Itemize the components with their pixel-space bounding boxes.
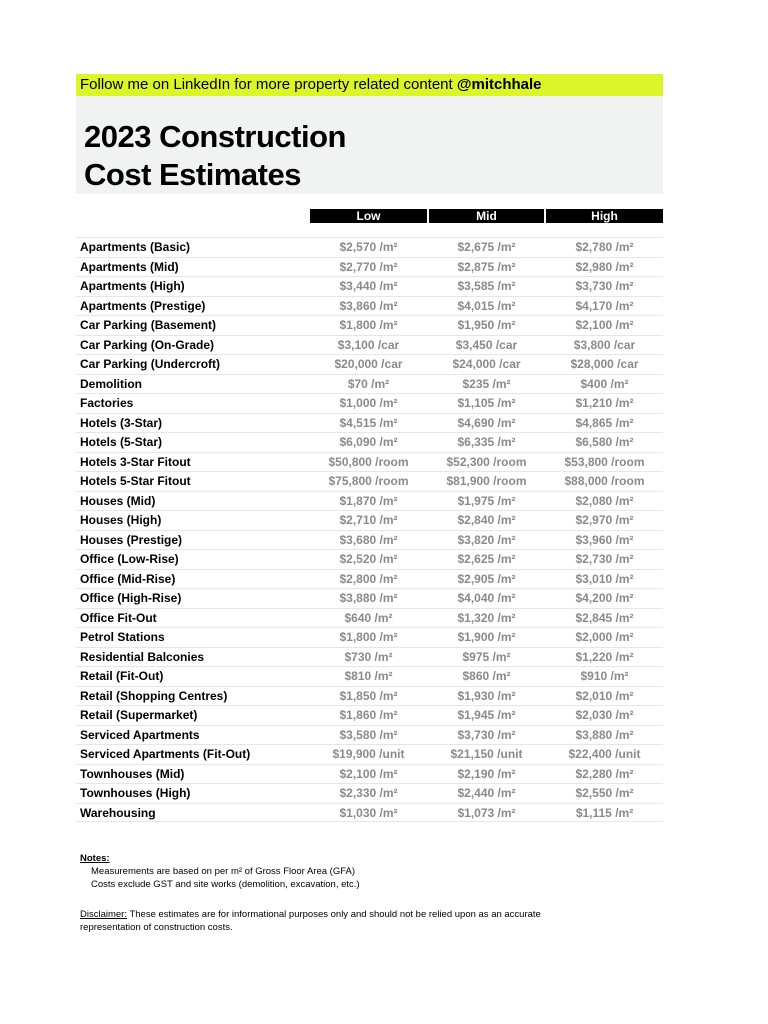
high-cost: $3,010 /m² xyxy=(575,571,634,586)
high-cost: $910 /m² xyxy=(580,669,629,683)
table-row xyxy=(76,257,663,277)
low-cost: $75,800 /room xyxy=(328,474,409,488)
high-cost: $2,550 /m² xyxy=(575,786,634,800)
high-cost: $1,210 /m² xyxy=(575,396,634,410)
banner-text: Follow me on LinkedIn for more property related content xyxy=(80,76,457,93)
low-cost: $6,090 /m² xyxy=(339,435,398,449)
table-row xyxy=(76,744,663,764)
high-cost: $2,010 /m² xyxy=(575,688,634,703)
low-cost: $2,800 /m² xyxy=(339,571,398,586)
high-cost: $2,030 /m² xyxy=(575,708,634,722)
disclaimer xyxy=(80,908,600,934)
table-row xyxy=(76,725,663,745)
low-cost: $70 /m² xyxy=(347,376,390,391)
row-name: Office (Low-Rise) xyxy=(80,552,179,566)
high-cost: $3,800 /car xyxy=(573,337,636,352)
table-row xyxy=(76,588,663,608)
mid-cost: $1,930 /m² xyxy=(457,688,516,703)
row-name: Car Parking (Basement) xyxy=(80,318,217,332)
row-name: Hotels 3-Star Fitout xyxy=(80,454,191,469)
low-cost: $1,800 /m² xyxy=(339,630,398,644)
mid-cost: $1,945 /m² xyxy=(457,708,516,722)
mid-cost: $3,820 /m² xyxy=(457,532,516,547)
table-row xyxy=(76,354,663,374)
table-row xyxy=(76,315,663,335)
cost-table xyxy=(76,237,663,822)
low-cost: $50,800 /room xyxy=(328,454,409,469)
low-cost: $1,860 /m² xyxy=(339,708,398,722)
row-name: Retail (Shopping Centres) xyxy=(80,688,228,703)
mid-cost: $860 /m² xyxy=(462,669,511,683)
low-cost: $4,515 /m² xyxy=(339,415,398,430)
table-row xyxy=(76,432,663,452)
mid-cost: $21,150 /unit xyxy=(450,747,523,761)
mid-cost: $52,300 /room xyxy=(446,454,527,469)
table-row xyxy=(76,530,663,550)
high-cost: $2,780 /m² xyxy=(575,240,634,254)
low-cost: $3,100 /car xyxy=(337,337,400,352)
row-name: Car Parking (Undercroft) xyxy=(80,357,221,371)
mid-cost: $1,105 /m² xyxy=(457,396,516,410)
table-row xyxy=(76,374,663,394)
low-cost: $20,000 /car xyxy=(334,357,403,371)
low-cost: $810 /m² xyxy=(344,669,393,683)
low-cost: $2,570 /m² xyxy=(339,240,398,254)
high-cost: $2,980 /m² xyxy=(575,259,634,274)
low-cost: $3,680 /m² xyxy=(339,532,398,547)
high-cost: $4,200 /m² xyxy=(575,591,634,605)
low-cost: $1,030 /m² xyxy=(339,805,398,820)
table-row xyxy=(76,647,663,667)
table-row xyxy=(76,452,663,472)
low-cost: $1,000 /m² xyxy=(339,396,398,410)
disclaimer-text: These estimates are for informational purposes only and should not be relied upon as an accurate representation of construction costs. xyxy=(80,909,541,933)
banner-handle[interactable]: @mitchhale xyxy=(456,76,542,93)
high-cost: $1,115 /m² xyxy=(575,805,634,820)
row-name: Houses (Prestige) xyxy=(80,532,183,547)
low-cost: $640 /m² xyxy=(344,610,393,625)
mid-cost: $4,040 /m² xyxy=(457,591,516,605)
note-line: Costs exclude GST and site works (demolition, excavation, etc.) xyxy=(91,879,360,890)
low-cost: $2,710 /m² xyxy=(339,513,398,527)
high-cost: $28,000 /car xyxy=(570,357,639,371)
table-row xyxy=(76,393,663,413)
linkedin-banner xyxy=(76,74,663,96)
low-cost: $1,800 /m² xyxy=(339,318,398,332)
table-row xyxy=(76,627,663,647)
row-name: Car Parking (On-Grade) xyxy=(80,337,215,352)
high-cost: $4,170 /m² xyxy=(575,298,634,313)
mid-cost: $2,840 /m² xyxy=(457,513,516,527)
column-header-low: Low xyxy=(310,209,427,223)
row-name: Houses (Mid) xyxy=(80,493,156,508)
table-row xyxy=(76,296,663,316)
row-name: Factories xyxy=(80,396,134,410)
row-name: Townhouses (High) xyxy=(80,786,191,800)
mid-cost: $4,690 /m² xyxy=(457,415,516,430)
table-row xyxy=(76,608,663,628)
mid-cost: $2,190 /m² xyxy=(457,766,516,781)
table-row xyxy=(76,783,663,803)
row-name: Hotels (5-Star) xyxy=(80,435,163,449)
high-cost: $2,100 /m² xyxy=(575,318,634,332)
row-name: Petrol Stations xyxy=(80,630,165,644)
mid-cost: $1,073 /m² xyxy=(457,805,516,820)
high-cost: $1,220 /m² xyxy=(575,649,634,664)
table-row xyxy=(76,666,663,686)
notes-section xyxy=(80,852,360,891)
row-name: Townhouses (Mid) xyxy=(80,766,185,781)
table-row xyxy=(76,335,663,355)
table-row xyxy=(76,413,663,433)
mid-cost: $2,875 /m² xyxy=(457,259,516,274)
table-row xyxy=(76,471,663,491)
mid-cost: $24,000 /car xyxy=(452,357,521,371)
page-title xyxy=(84,118,346,194)
row-name: Apartments (Mid) xyxy=(80,259,179,274)
table-row xyxy=(76,686,663,706)
row-name: Residential Balconies xyxy=(80,649,205,664)
mid-cost: $4,015 /m² xyxy=(457,298,516,313)
low-cost: $2,520 /m² xyxy=(339,552,398,566)
title-line-2: Cost Estimates xyxy=(84,157,301,192)
table-row xyxy=(76,549,663,569)
high-cost: $2,730 /m² xyxy=(575,552,634,566)
row-name: Hotels 5-Star Fitout xyxy=(80,474,191,488)
disclaimer-label: Disclaimer: xyxy=(80,909,127,920)
mid-cost: $1,975 /m² xyxy=(457,493,516,508)
row-name: Houses (High) xyxy=(80,513,162,527)
high-cost: $6,580 /m² xyxy=(575,435,634,449)
low-cost: $2,770 /m² xyxy=(339,259,398,274)
row-name: Warehousing xyxy=(80,805,156,820)
low-cost: $19,900 /unit xyxy=(332,747,405,761)
low-cost: $1,850 /m² xyxy=(339,688,398,703)
table-row xyxy=(76,276,663,296)
high-cost: $3,960 /m² xyxy=(575,532,634,547)
row-name: Apartments (High) xyxy=(80,279,185,293)
high-cost: $2,970 /m² xyxy=(575,513,634,527)
low-cost: $3,580 /m² xyxy=(339,727,398,742)
low-cost: $1,870 /m² xyxy=(339,493,398,508)
column-header-high: High xyxy=(546,209,663,223)
low-cost: $3,440 /m² xyxy=(339,279,398,293)
high-cost: $3,880 /m² xyxy=(575,727,634,742)
high-cost: $2,280 /m² xyxy=(575,766,634,781)
high-cost: $2,080 /m² xyxy=(575,493,634,508)
mid-cost: $6,335 /m² xyxy=(457,435,516,449)
mid-cost: $2,905 /m² xyxy=(457,571,516,586)
table-row xyxy=(76,803,663,823)
mid-cost: $1,950 /m² xyxy=(457,318,516,332)
high-cost: $22,400 /unit xyxy=(568,747,641,761)
high-cost: $53,800 /room xyxy=(564,454,645,469)
high-cost: $4,865 /m² xyxy=(575,415,634,430)
row-name: Office (Mid-Rise) xyxy=(80,571,176,586)
mid-cost: $1,900 /m² xyxy=(457,630,516,644)
mid-cost: $3,450 /car xyxy=(455,337,518,352)
row-name: Serviced Apartments xyxy=(80,727,200,742)
high-cost: $400 /m² xyxy=(580,376,629,391)
low-cost: $3,880 /m² xyxy=(339,591,398,605)
table-row xyxy=(76,569,663,589)
note-line: Measurements are based on per m² of Gross Floor Area (GFA) xyxy=(91,866,355,877)
mid-cost: $3,585 /m² xyxy=(457,279,516,293)
mid-cost: $2,675 /m² xyxy=(457,240,516,254)
column-header-mid: Mid xyxy=(429,209,544,223)
mid-cost: $2,625 /m² xyxy=(457,552,516,566)
low-cost: $2,330 /m² xyxy=(339,786,398,800)
table-row xyxy=(76,237,663,257)
row-name: Serviced Apartments (Fit-Out) xyxy=(80,747,251,761)
row-name: Retail (Fit-Out) xyxy=(80,669,164,683)
mid-cost: $2,440 /m² xyxy=(457,786,516,800)
low-cost: $730 /m² xyxy=(344,649,393,664)
mid-cost: $81,900 /room xyxy=(446,474,527,488)
table-row xyxy=(76,510,663,530)
row-name: Apartments (Prestige) xyxy=(80,298,206,313)
table-row xyxy=(76,705,663,725)
title-box xyxy=(76,96,663,194)
high-cost: $3,730 /m² xyxy=(575,279,634,293)
notes-label: Notes: xyxy=(80,853,110,864)
high-cost: $88,000 /room xyxy=(564,474,645,488)
table-row xyxy=(76,491,663,511)
table-row xyxy=(76,764,663,784)
mid-cost: $235 /m² xyxy=(462,376,511,391)
mid-cost: $975 /m² xyxy=(462,649,511,664)
low-cost: $2,100 /m² xyxy=(339,766,398,781)
row-name: Apartments (Basic) xyxy=(80,240,191,254)
high-cost: $2,845 /m² xyxy=(575,610,634,625)
mid-cost: $1,320 /m² xyxy=(457,610,516,625)
low-cost: $3,860 /m² xyxy=(339,298,398,313)
row-name: Retail (Supermarket) xyxy=(80,708,198,722)
title-line-1: 2023 Construction xyxy=(84,119,346,154)
row-name: Hotels (3-Star) xyxy=(80,415,163,430)
row-name: Office Fit-Out xyxy=(80,610,157,625)
row-name: Office (High-Rise) xyxy=(80,591,182,605)
high-cost: $2,000 /m² xyxy=(575,630,634,644)
row-name: Demolition xyxy=(80,376,142,391)
mid-cost: $3,730 /m² xyxy=(457,727,516,742)
